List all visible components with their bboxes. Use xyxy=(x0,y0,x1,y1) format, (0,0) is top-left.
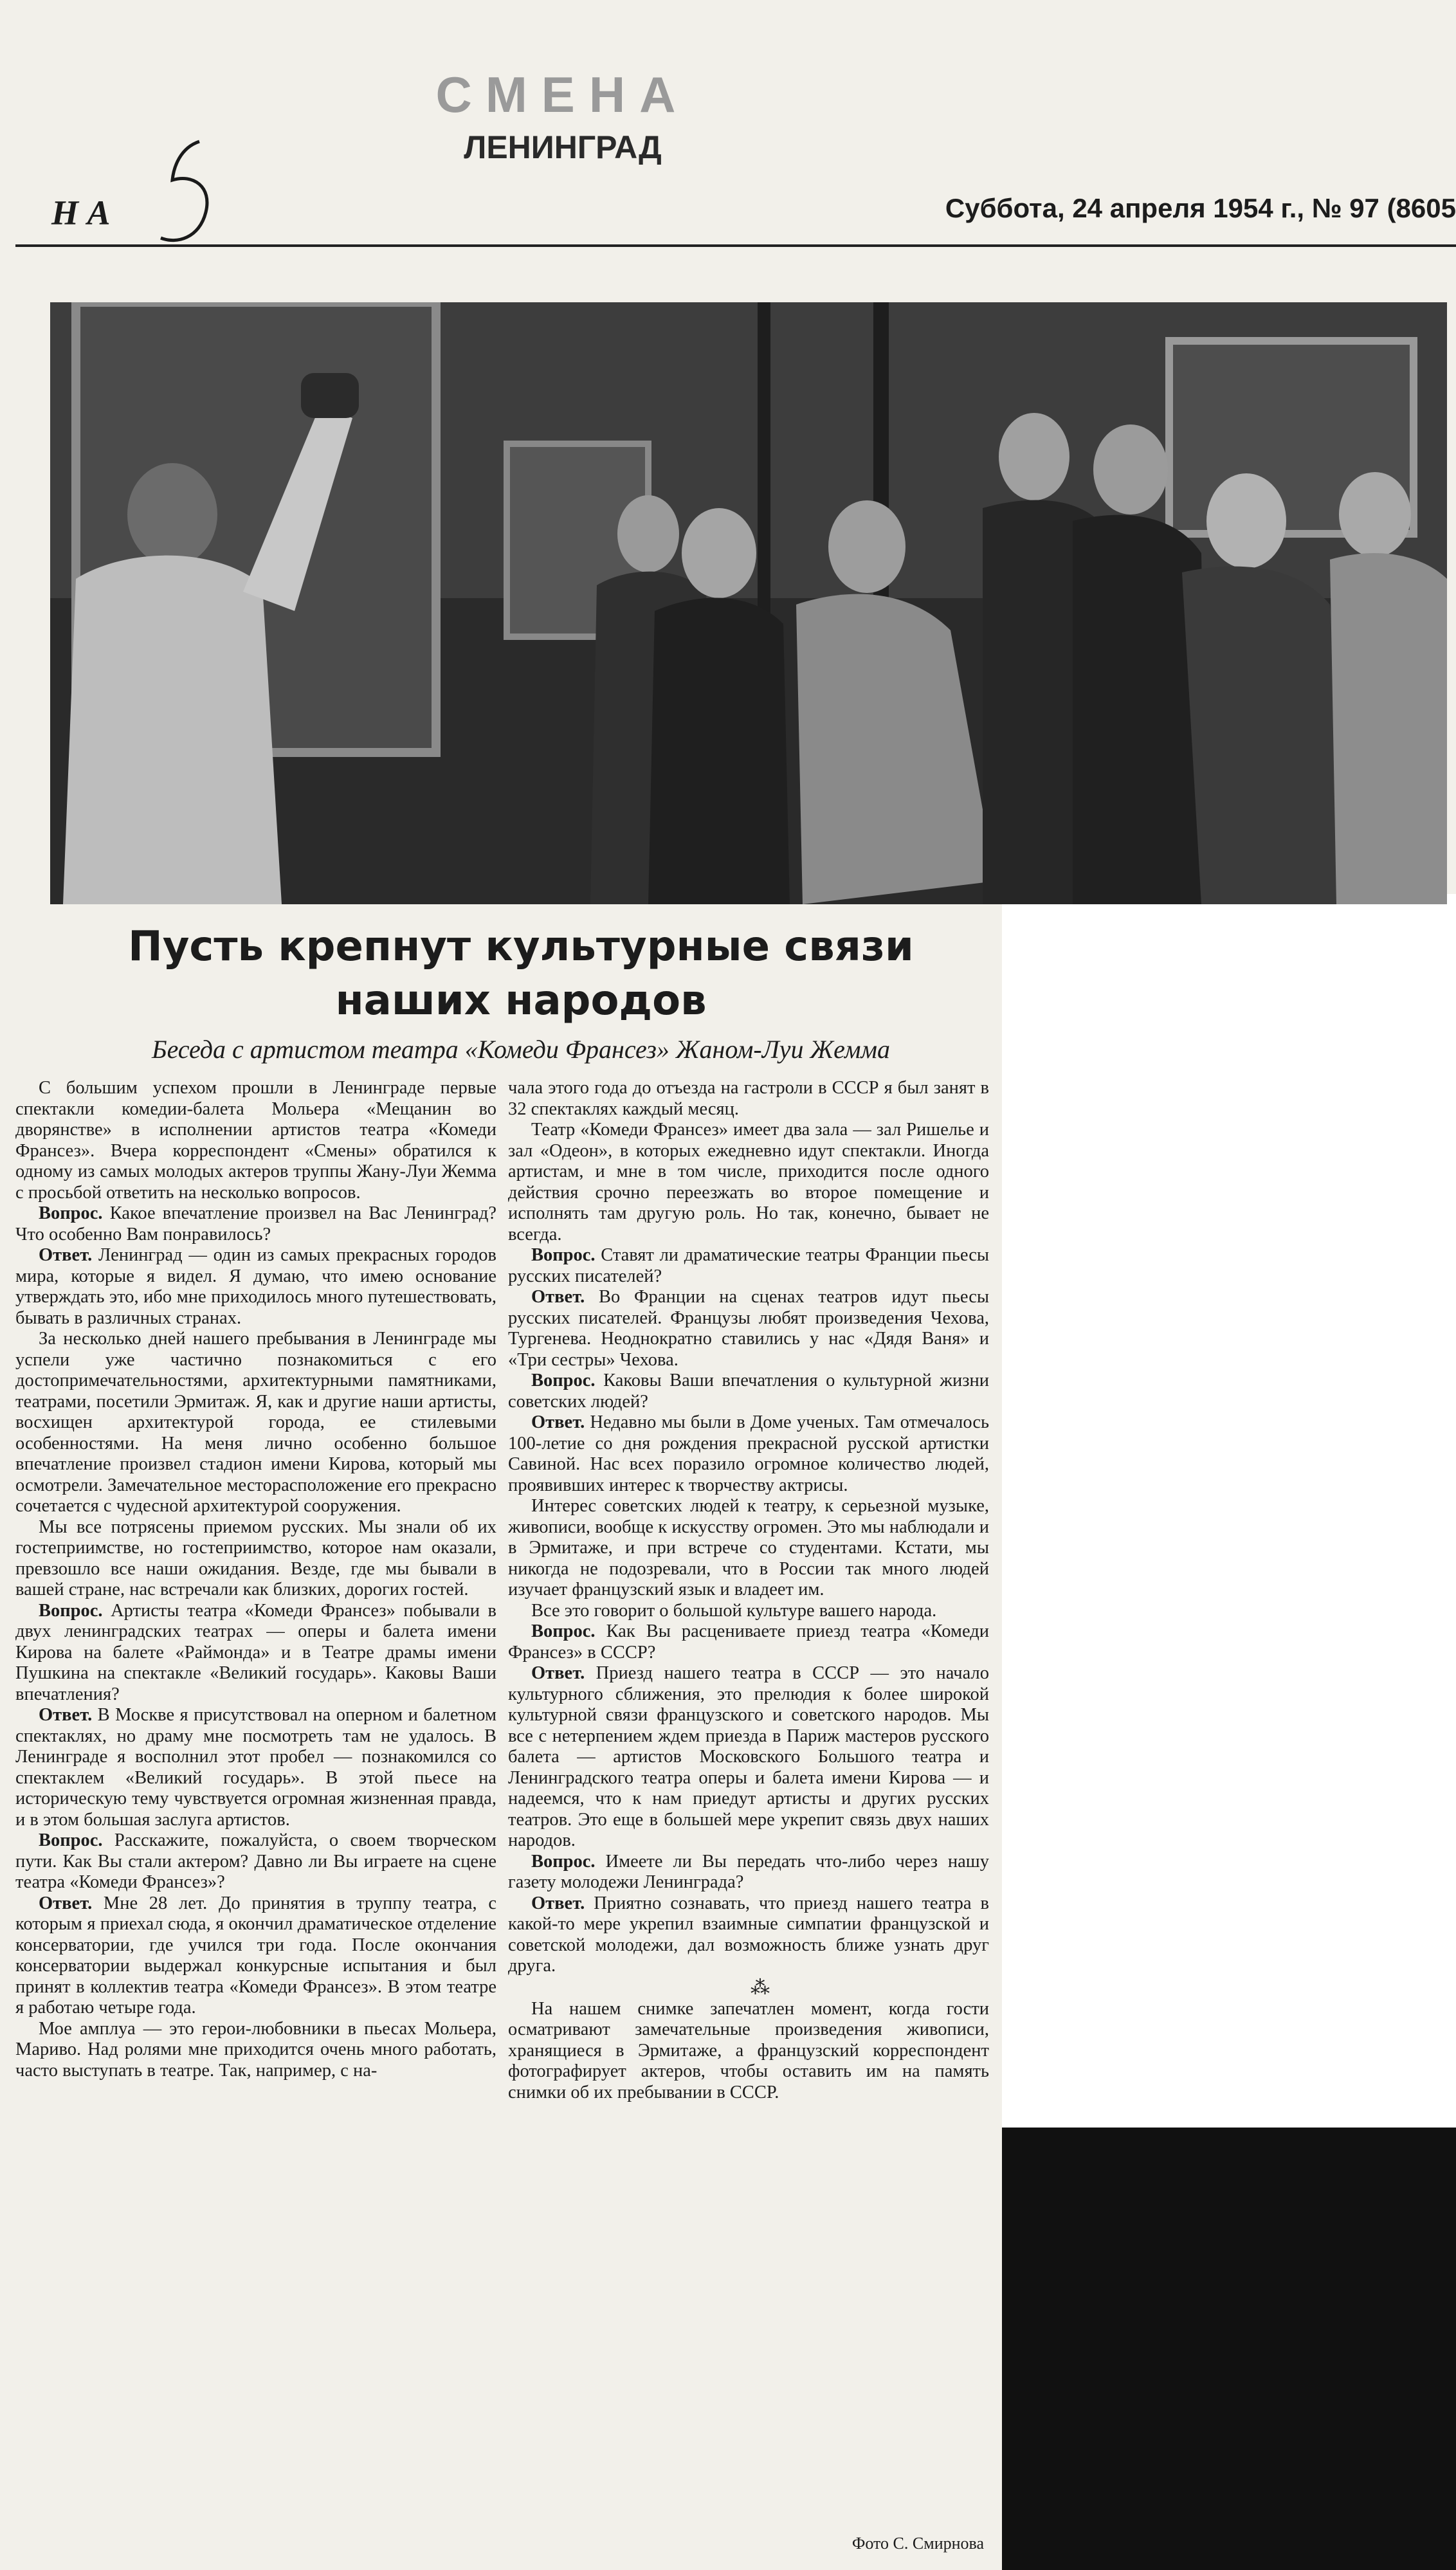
paragraph-text: Какое впечатление произвел на Вас Ленинград? Что особенно Вам понравилось? xyxy=(15,1203,496,1244)
speaker-label: Вопрос. xyxy=(39,1600,103,1621)
paragraph-text: Каковы Ваши впечатления о культурной жизни советских людей? xyxy=(508,1371,989,1412)
interview-paragraph xyxy=(508,1893,989,1977)
article-paragraph: Мое амплуа — это герои-любовники в пьесах Мольера, Мариво. Над ролями мне приходится очень много работать, часто выступать в театре. Так, например, с на- xyxy=(15,2018,496,2081)
speaker-label: Вопрос. xyxy=(531,1621,596,1641)
paragraph-text: Расскажите, пожалуйста, о своем творческом пути. Как Вы стали актером? Давно ли Вы играете на сцене театра «Комеди Франсез»? xyxy=(15,1830,496,1892)
paragraph-text: Ленинград — один из самых прекрасных городов мира, которые я видел. Я думаю, что имею основание утверждать это, ибо мне приходилось много путешествовать, бывать в различных странах. xyxy=(15,1245,496,1328)
newspaper-name: СМЕНА xyxy=(435,66,690,123)
paragraph-text: Имеете ли Вы передать что-либо через нашу газету молодежи Ленинграда? xyxy=(508,1851,989,1892)
speaker-label: Ответ. xyxy=(39,1245,93,1265)
interview-paragraph xyxy=(15,1893,496,2019)
article-paragraph: С большим успехом прошли в Ленинграде первые спектакли комедии-балета Мольера «Мещанин во дворянстве» в исполнении артистов театра «Комеди Франсез». Вчера корреспондент «Смены» обратился к одному из самых молодых актеров труппы Жану-Луи Жемма с просьбой ответить на несколько вопросов. xyxy=(15,1078,496,1203)
speaker-label: Ответ. xyxy=(39,1705,93,1725)
speaker-label: Вопрос. xyxy=(39,1830,103,1850)
headline-line-2: наших народов xyxy=(335,977,707,1025)
paragraph-text: Во Франции на сценах театров идут пьесы русских писателей. Французы любят произведения Чехова, Тургенева. Неоднократно ставились у нас «Дядя Ваня» и «Три сестры» Чехова. xyxy=(508,1287,989,1370)
masthead-stamp xyxy=(418,66,707,198)
paragraph-text: В Москве я присутствовал на оперном и балетном спектаклях, но драму мне посмотреть там не удалось. В Ленинграде я восполнил этот пробел — познакомился со спектаклем «Великий государь». В этой пьесе на историческую тему чувствуется огромная жизненная правда, и в этом большая заслуга артистов. xyxy=(15,1705,496,1830)
photo-museum-visit xyxy=(50,302,1447,904)
interview-paragraph xyxy=(508,1621,989,1663)
paragraph-text: Мне 28 лет. До принятия в труппу театра, с которым я приехал сюда, я окончил драматическое отделение консерватории, где учился три года. После окончания консерватории выдержал конкурсные испытания и был принят в коллектив театра «Комеди Франсез». В этом театре я работаю четыре года. xyxy=(15,1893,496,2018)
speaker-label: Ответ. xyxy=(39,1893,93,1913)
speaker-label: Вопрос. xyxy=(531,1851,596,1872)
masthead-rule xyxy=(15,244,1456,247)
speaker-label: Ответ. xyxy=(531,1412,585,1432)
interview-paragraph xyxy=(508,1412,989,1496)
interview-paragraph xyxy=(15,1601,496,1706)
interview-paragraph xyxy=(508,1852,989,1893)
article-paragraph: Театр «Комеди Франсез» имеет два зала — зал Ришелье и зал «Одеон», в которых ежедневно идут спектакли. Иногда артистам, и мне в том числе, приходится после одного действия срочно переезжать во второе помещение и исполнять там другую роль. Но так, конечно, бывает не всегда. xyxy=(508,1120,989,1244)
interview-paragraph xyxy=(508,1287,989,1371)
article-paragraph: чала этого года до отъезда на гастроли в СССР я был занят в 32 спектаклях каждый месяц. xyxy=(508,1078,989,1119)
paragraph-text: Ставят ли драматические театры Франции пьесы русских писателей? xyxy=(508,1245,989,1286)
article-column-left xyxy=(15,1078,496,2081)
section-separator: ⁂ xyxy=(751,1976,770,1998)
interview-paragraph xyxy=(15,1203,496,1245)
paragraph-text: Артисты театра «Комеди Франсез» побывали в двух ленинградских театрах — оперы и балета имени Кирова на балете «Раймонда» и в Театре драмы имени Пушкина на спектакле «Великий государь». Каковы Ваши впечатления? xyxy=(15,1600,496,1704)
newspaper-city: ЛЕНИНГРАД xyxy=(464,129,662,165)
interview-paragraph xyxy=(508,1663,989,1852)
speaker-label: Ответ. xyxy=(531,1663,585,1683)
interview-paragraph xyxy=(508,1245,989,1287)
interview-paragraph xyxy=(15,1705,496,1830)
speaker-label: Вопрос. xyxy=(531,1371,596,1390)
speaker-label: Ответ. xyxy=(531,1893,585,1913)
article-paragraph: На нашем снимке запечатлен момент, когда гости осматривают замечательные произведения живописи, хранящиеся в Эрмитаже, а французский корреспондент фотографирует актеров, чтобы оставить им на память снимки об их пребывании в СССР. xyxy=(508,1998,989,2102)
paragraph-text: Приятно сознавать, что приезд нашего театра в какой-то мере укрепил взаимные симпатии французской и советской молодежи, дал возможность ближе узнать друг друга. xyxy=(508,1893,989,1976)
speaker-label: Ответ. xyxy=(531,1287,585,1307)
interview-paragraph xyxy=(15,1245,496,1329)
handwritten-number xyxy=(154,135,225,251)
handwritten-mark: Н А xyxy=(51,194,111,232)
blank-margin xyxy=(1002,894,1456,2128)
article-subtitle: Беседа с артистом театра «Комеди Франсез» Жаном-Луи Жемма xyxy=(151,1035,890,1064)
interview-paragraph xyxy=(508,1371,989,1412)
article-paragraph: За несколько дней нашего пребывания в Ленинграде мы успели уже частично познакомиться с его достопримечательностями, архитектурными памятниками, театрами, посетили Эрмитаж. Я, как и другие наши артисты, восхищен архитектурой города, ее стилевыми особенностями. На меня лично особенно большое впечатление произвел стадион имени Кирова, который мы осмотрели. Замечательное месторасположение его прекрасно сочетается с чудесной архитектурой сооружения. xyxy=(15,1329,496,1516)
speaker-label: Вопрос. xyxy=(39,1203,103,1223)
paragraph-text: Недавно мы были в Доме ученых. Там отмечалось 100-летие со дня рождения прекрасной русской артистки Савиной. Нас всех поразило огромное количество людей, проявивших интерес к творчеству актрисы. xyxy=(508,1412,989,1495)
article-paragraph: Мы все потрясены приемом русских. Мы знали об их гостеприимстве, но гостеприимство, которое нам оказали, превзошло все наши ожидания. Везде, где мы бывали в вашей стране, нас встречали как близких, дорогих гостей. xyxy=(15,1517,496,1599)
headline-line-1: Пусть крепнут культурные связи xyxy=(128,923,914,971)
photo-credit: Фото С. Смирнова xyxy=(851,2534,984,2553)
issue-line: Суббота, 24 апреля 1954 г., № 97 (8605 xyxy=(945,193,1456,223)
article-paragraph: Все это говорит о большой культуре вашего народа. xyxy=(531,1600,937,1621)
speaker-label: Вопрос. xyxy=(531,1245,596,1265)
article-paragraph: Интерес советских людей к театру, к серьезной музыке, живописи, вообще к искусству огромен. Это мы наблюдали и в Эрмитаже, и при встрече со студентами. Кстати, мы никогда не подозревали, что в России так много людей изучает французский язык и владеет им. xyxy=(508,1496,989,1599)
article-headline xyxy=(64,920,978,1028)
paragraph-text: Как Вы расцениваете приезд театра «Комеди Франсез» в СССР? xyxy=(508,1621,989,1663)
paragraph-text: Приезд нашего театра в СССР — это начало культурного сближения, это прелюдия к более широкой культурной связи французского и советского народов. Мы все с нетерпением ждем приезда в Париж мастеров русского балета — артистов Московского Большого театра и Ленинградского театра оперы и балета имени Кирова — и надеемся, что к нам приедут артисты и других русских театров. Это еще в большей мере укрепит связь двух наших народов. xyxy=(508,1663,989,1850)
scan-background xyxy=(1002,2128,1456,2570)
interview-paragraph xyxy=(15,1830,496,1893)
article-column-right xyxy=(508,1078,989,2103)
